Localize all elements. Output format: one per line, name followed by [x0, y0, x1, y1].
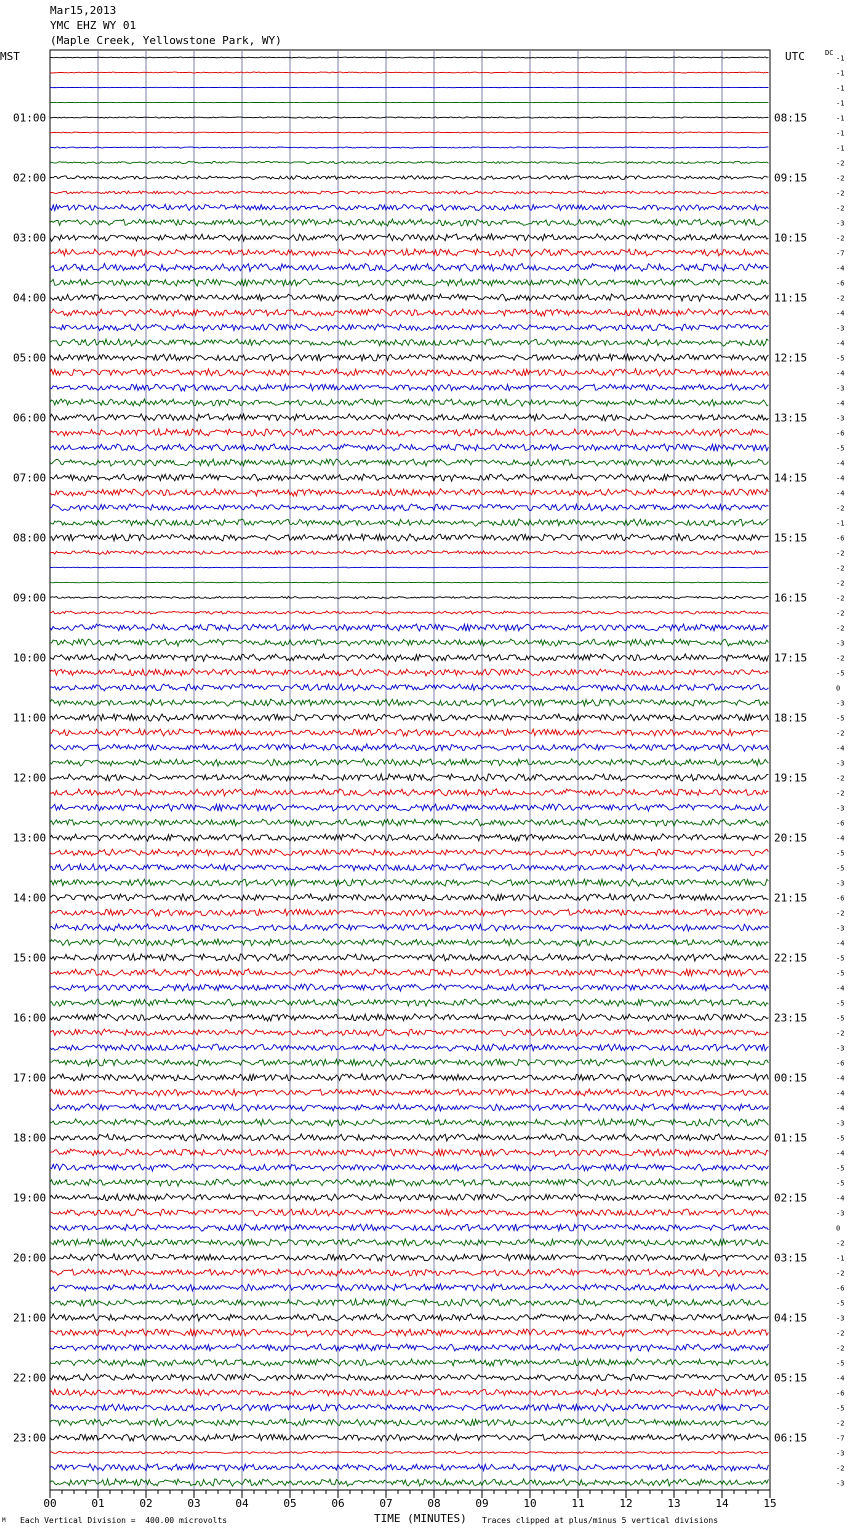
dc-offset-label: -2 — [836, 909, 845, 918]
dc-offset-label: -6 — [836, 1284, 845, 1293]
seismic-trace — [50, 714, 768, 721]
dc-offset-label: -1 — [836, 1254, 845, 1263]
seismic-trace — [50, 1419, 768, 1426]
utc-hour-label: 11:15 — [774, 291, 808, 305]
dc-offset-label: -1 — [836, 114, 845, 123]
mst-hour-label: 13:00 — [13, 831, 47, 845]
utc-hour-label: 17:15 — [774, 651, 808, 665]
seismic-trace — [50, 534, 768, 541]
x-tick-label: 12 — [619, 1497, 633, 1510]
seismic-trace — [50, 550, 768, 554]
dc-offset-label: -2 — [836, 189, 845, 198]
seismic-trace — [50, 759, 768, 766]
seismic-trace — [50, 191, 768, 194]
mst-hour-label: 06:00 — [13, 411, 47, 425]
dc-offset-label: -2 — [836, 504, 845, 513]
seismic-trace — [50, 924, 768, 931]
utc-hour-label: 00:15 — [774, 1071, 808, 1085]
x-tick-label: 11 — [571, 1497, 585, 1510]
dc-offset-label: -5 — [836, 444, 845, 453]
dc-offset-label: -3 — [836, 1119, 845, 1128]
dc-offset-label: -3 — [836, 639, 845, 648]
dc-offset-label: -4 — [836, 1104, 845, 1113]
mst-hour-label: 08:00 — [13, 531, 47, 545]
seismic-trace — [50, 309, 768, 316]
dc-offset-label: -5 — [836, 1014, 845, 1023]
dc-offset-label: -5 — [836, 1359, 845, 1368]
seismic-trace — [50, 611, 768, 614]
seismic-trace — [50, 117, 768, 118]
seismic-trace — [50, 429, 768, 436]
seismic-trace — [50, 1104, 768, 1111]
seismic-trace — [50, 1224, 768, 1231]
utc-hour-label: 20:15 — [774, 831, 808, 845]
dc-offset-label: -2 — [836, 1269, 845, 1278]
utc-hour-label: 05:15 — [774, 1371, 808, 1385]
utc-hour-label: 14:15 — [774, 471, 808, 485]
station-code: YMC EHZ WY 01 — [50, 19, 137, 32]
dc-offset-label: -5 — [836, 849, 845, 858]
dc-offset-label: -6 — [836, 894, 845, 903]
seismic-trace — [50, 894, 768, 901]
mst-hour-label: 20:00 — [13, 1251, 47, 1265]
utc-hour-label: 10:15 — [774, 231, 808, 245]
dc-offset-label: -1 — [836, 84, 845, 93]
dc-offset-label: -5 — [836, 864, 845, 873]
dc-offset-label: -3 — [836, 924, 845, 933]
left-timezone-label: MST — [0, 50, 20, 63]
dc-offset-label: -3 — [836, 699, 845, 708]
mst-hour-label: 04:00 — [13, 291, 47, 305]
right-timezone-label: UTC — [785, 50, 805, 63]
utc-hour-label: 15:15 — [774, 531, 808, 545]
dc-offset-label: -2 — [836, 1419, 845, 1428]
mst-hour-label: 02:00 — [13, 171, 47, 185]
x-tick-label: 00 — [43, 1497, 57, 1510]
seismic-trace — [50, 1179, 768, 1186]
x-tick-label: 05 — [283, 1497, 297, 1510]
dc-offset-label: -5 — [836, 1404, 845, 1413]
dc-offset-label: -4 — [836, 1194, 845, 1203]
seismic-trace — [50, 1434, 768, 1441]
seismic-trace — [50, 519, 768, 526]
dc-offset-label: -4 — [836, 369, 845, 378]
seismic-trace — [50, 1209, 768, 1216]
seismic-trace — [50, 984, 768, 991]
utc-hour-label: 03:15 — [774, 1251, 808, 1265]
utc-hour-label: 13:15 — [774, 411, 808, 425]
dc-offset-label: -5 — [836, 1134, 845, 1143]
dc-offset-label: -4 — [836, 939, 845, 948]
seismic-trace — [50, 969, 768, 976]
dc-offset-label: 0 — [836, 684, 841, 693]
seismic-trace — [50, 219, 768, 226]
dc-offset-label: -4 — [836, 459, 845, 468]
x-tick-label: 09 — [475, 1497, 489, 1510]
dc-offset-label: -2 — [836, 579, 845, 588]
dc-offset-label: -2 — [836, 654, 845, 663]
seismic-trace — [50, 1014, 768, 1021]
seismic-trace — [50, 1314, 768, 1321]
dc-offset-label: -3 — [836, 879, 845, 888]
dc-offset-label: -2 — [836, 159, 845, 168]
mst-hour-label: 11:00 — [13, 711, 47, 725]
dc-offset-label: -1 — [836, 54, 845, 63]
utc-hour-label: 19:15 — [774, 771, 808, 785]
x-tick-label: 07 — [379, 1497, 393, 1510]
dc-offset-label: -4 — [836, 339, 845, 348]
dc-offset-label: -5 — [836, 714, 845, 723]
dc-offset-label: -4 — [836, 399, 845, 408]
x-tick-label: 08 — [427, 1497, 441, 1510]
x-tick-label: 03 — [187, 1497, 201, 1510]
station-location: (Maple Creek, Yellowstone Park, WY) — [50, 34, 282, 47]
x-tick-label: 04 — [235, 1497, 249, 1510]
seismic-trace — [50, 1464, 768, 1471]
dc-offset-header: DC — [825, 49, 834, 57]
dc-offset-label: -2 — [836, 294, 845, 303]
dc-offset-label: -4 — [836, 1149, 845, 1158]
dc-offset-label: -4 — [836, 1374, 845, 1383]
x-tick-label: 15 — [763, 1497, 777, 1510]
mst-hour-label: 05:00 — [13, 351, 47, 365]
dc-offset-label: -3 — [836, 759, 845, 768]
dc-offset-label: -5 — [836, 999, 845, 1008]
seismic-trace — [50, 729, 768, 736]
mst-hour-label: 03:00 — [13, 231, 47, 245]
dc-offset-label: -6 — [836, 534, 845, 543]
seismic-trace — [50, 489, 768, 496]
dc-offset-label: -3 — [836, 414, 845, 423]
seismic-trace — [50, 684, 768, 691]
dc-offset-label: -6 — [836, 279, 845, 288]
seismic-trace — [50, 1119, 768, 1126]
dc-offset-label: -2 — [836, 624, 845, 633]
mst-hour-label: 21:00 — [13, 1311, 47, 1325]
dc-offset-label: -6 — [836, 1389, 845, 1398]
seismic-trace — [50, 459, 768, 466]
seismic-trace — [50, 1404, 768, 1411]
seismic-trace — [50, 324, 768, 331]
mst-hour-label: 23:00 — [13, 1431, 47, 1445]
seismic-trace — [50, 879, 768, 886]
dc-offset-label: -5 — [836, 1164, 845, 1173]
clipping-note: Traces clipped at plus/minus 5 vertical divisions — [482, 1516, 719, 1525]
seismic-trace — [50, 1269, 768, 1276]
dc-offset-label: -1 — [836, 69, 845, 78]
seismic-trace — [50, 504, 768, 511]
x-axis-label: TIME (MINUTES) — [374, 1512, 467, 1525]
dc-offset-label: -4 — [836, 1074, 845, 1083]
seismic-trace — [50, 654, 768, 661]
seismic-trace — [50, 1164, 768, 1171]
seismic-trace — [50, 263, 768, 271]
dc-offset-label: -2 — [836, 594, 845, 603]
dc-offset-label: -2 — [836, 789, 845, 798]
dc-offset-label: -2 — [836, 1029, 845, 1038]
seismic-trace — [50, 1029, 768, 1036]
dc-offset-label: -3 — [836, 1479, 845, 1488]
mst-hour-label: 17:00 — [13, 1071, 47, 1085]
seismic-trace — [50, 294, 768, 301]
utc-hour-label: 12:15 — [774, 351, 808, 365]
seismic-trace — [50, 1044, 768, 1051]
corner-mark: M — [2, 1517, 6, 1524]
seismic-trace — [50, 384, 768, 391]
x-tick-label: 13 — [667, 1497, 681, 1510]
seismic-trace — [50, 1329, 768, 1336]
dc-offset-label: -2 — [836, 1344, 845, 1353]
seismic-trace — [50, 1239, 768, 1246]
seismic-trace — [50, 954, 768, 961]
dc-offset-label: -2 — [836, 549, 845, 558]
seismic-trace — [50, 161, 768, 163]
mst-hour-label: 01:00 — [13, 111, 47, 125]
seismic-trace — [50, 279, 768, 286]
mst-hour-label: 10:00 — [13, 651, 47, 665]
dc-offset-label: -3 — [836, 324, 845, 333]
dc-offset-label: -2 — [836, 174, 845, 183]
mst-hour-label: 07:00 — [13, 471, 47, 485]
dc-offset-label: -2 — [836, 204, 845, 213]
x-tick-label: 14 — [715, 1497, 729, 1510]
dc-offset-label: -1 — [836, 144, 845, 153]
seismic-trace — [50, 72, 768, 73]
seismic-trace — [50, 909, 768, 916]
utc-hour-label: 01:15 — [774, 1131, 808, 1145]
seismic-trace — [50, 1284, 768, 1291]
seismic-trace — [50, 444, 768, 451]
dc-offset-label: -4 — [836, 744, 845, 753]
dc-offset-label: -7 — [836, 249, 845, 258]
dc-offset-label: -2 — [836, 774, 845, 783]
utc-hour-label: 08:15 — [774, 111, 808, 125]
seismic-trace — [50, 176, 768, 180]
seismic-trace — [50, 999, 768, 1006]
dc-offset-label: -5 — [836, 1299, 845, 1308]
seismic-trace — [50, 1194, 768, 1201]
seismic-trace — [50, 819, 768, 826]
dc-offset-label: -5 — [836, 954, 845, 963]
dc-offset-label: -3 — [836, 804, 845, 813]
vertical-division-note: Each Vertical Division = 400.00 microvolts — [20, 1516, 228, 1525]
seismic-trace — [50, 864, 768, 871]
seismic-trace — [50, 639, 768, 646]
seismic-trace — [50, 414, 768, 421]
seismic-trace — [50, 339, 768, 346]
dc-offset-label: -5 — [836, 1179, 845, 1188]
utc-hour-label: 09:15 — [774, 171, 808, 185]
seismic-trace — [50, 57, 768, 58]
seismic-trace — [50, 234, 768, 241]
mst-hour-label: 18:00 — [13, 1131, 47, 1145]
seismic-trace — [50, 1134, 768, 1141]
utc-hour-label: 22:15 — [774, 951, 808, 965]
seismic-trace — [50, 1389, 768, 1396]
seismic-trace — [50, 596, 768, 598]
dc-offset-label: -3 — [836, 219, 845, 228]
utc-hour-label: 06:15 — [774, 1431, 808, 1445]
seismic-trace — [50, 834, 768, 841]
seismic-trace — [50, 1451, 768, 1453]
seismic-trace — [50, 1089, 768, 1096]
utc-hour-label: 18:15 — [774, 711, 808, 725]
dc-offset-label: -4 — [836, 264, 845, 273]
seismic-trace — [50, 789, 768, 796]
seismic-trace — [50, 369, 768, 376]
dc-offset-label: -4 — [836, 474, 845, 483]
mst-hour-label: 09:00 — [13, 591, 47, 605]
dc-offset-label: -3 — [836, 1209, 845, 1218]
seismic-trace — [50, 582, 768, 583]
seismic-trace — [50, 204, 768, 210]
seismic-trace — [50, 849, 768, 856]
dc-offset-label: -4 — [836, 309, 845, 318]
dc-offset-label: -4 — [836, 834, 845, 843]
seismic-trace — [50, 624, 768, 631]
seismic-trace — [50, 1059, 768, 1066]
dc-offset-label: -1 — [836, 519, 845, 528]
seismic-trace — [50, 804, 768, 811]
seismic-trace — [50, 939, 768, 946]
utc-hour-label: 16:15 — [774, 591, 808, 605]
dc-offset-label: -2 — [836, 729, 845, 738]
dc-offset-label: -1 — [836, 99, 845, 108]
seismic-trace — [50, 1344, 768, 1351]
mst-hour-label: 12:00 — [13, 771, 47, 785]
seismic-trace — [50, 132, 768, 133]
dc-offset-label: -2 — [836, 609, 845, 618]
dc-offset-label: -2 — [836, 1329, 845, 1338]
mst-hour-label: 19:00 — [13, 1191, 47, 1205]
record-date: Mar15,2013 — [50, 4, 117, 17]
dc-offset-label: -4 — [836, 489, 845, 498]
seismic-trace — [50, 147, 768, 148]
dc-offset-label: -3 — [836, 1449, 845, 1458]
mst-hour-label: 14:00 — [13, 891, 47, 905]
seismic-trace — [50, 1149, 768, 1156]
seismic-trace — [50, 474, 768, 481]
seismic-trace — [50, 774, 768, 781]
dc-offset-label: -3 — [836, 1044, 845, 1053]
dc-offset-label: -2 — [836, 564, 845, 573]
dc-offset-label: -5 — [836, 669, 845, 678]
dc-offset-label: -1 — [836, 129, 845, 138]
utc-hour-label: 23:15 — [774, 1011, 808, 1025]
seismic-trace — [50, 1254, 768, 1261]
dc-offset-label: -6 — [836, 819, 845, 828]
dc-offset-label: -3 — [836, 384, 845, 393]
seismic-trace — [50, 1359, 768, 1366]
seismic-trace — [50, 744, 768, 751]
seismic-trace — [50, 354, 768, 361]
seismic-trace — [50, 1479, 768, 1486]
dc-offset-label: -7 — [836, 1434, 845, 1443]
x-tick-label: 02 — [139, 1497, 153, 1510]
x-tick-label: 01 — [91, 1497, 105, 1510]
dc-offset-label: -2 — [836, 1239, 845, 1248]
mst-hour-label: 22:00 — [13, 1371, 47, 1385]
seismic-trace — [50, 699, 768, 706]
seismic-trace — [50, 249, 768, 256]
x-tick-label: 10 — [523, 1497, 537, 1510]
mst-hour-label: 15:00 — [13, 951, 47, 965]
dc-offset-label: -5 — [836, 969, 845, 978]
dc-offset-label: -2 — [836, 1464, 845, 1473]
dc-offset-label: -2 — [836, 234, 845, 243]
dc-offset-label: -6 — [836, 429, 845, 438]
dc-offset-label: -3 — [836, 1314, 845, 1323]
seismic-trace — [50, 1299, 768, 1306]
seismic-trace — [50, 669, 768, 676]
dc-offset-label: -5 — [836, 354, 845, 363]
mst-hour-label: 16:00 — [13, 1011, 47, 1025]
utc-hour-label: 02:15 — [774, 1191, 808, 1205]
dc-offset-label: -6 — [836, 1059, 845, 1068]
utc-hour-label: 21:15 — [774, 891, 808, 905]
dc-offset-label: -4 — [836, 1089, 845, 1098]
seismic-trace — [50, 567, 768, 568]
dc-offset-label: 0 — [836, 1224, 841, 1233]
dc-offset-label: -4 — [836, 984, 845, 993]
utc-hour-label: 04:15 — [774, 1311, 808, 1325]
seismic-trace — [50, 399, 768, 406]
x-tick-label: 06 — [331, 1497, 345, 1510]
seismic-trace — [50, 1374, 768, 1381]
seismic-trace — [50, 1074, 768, 1081]
